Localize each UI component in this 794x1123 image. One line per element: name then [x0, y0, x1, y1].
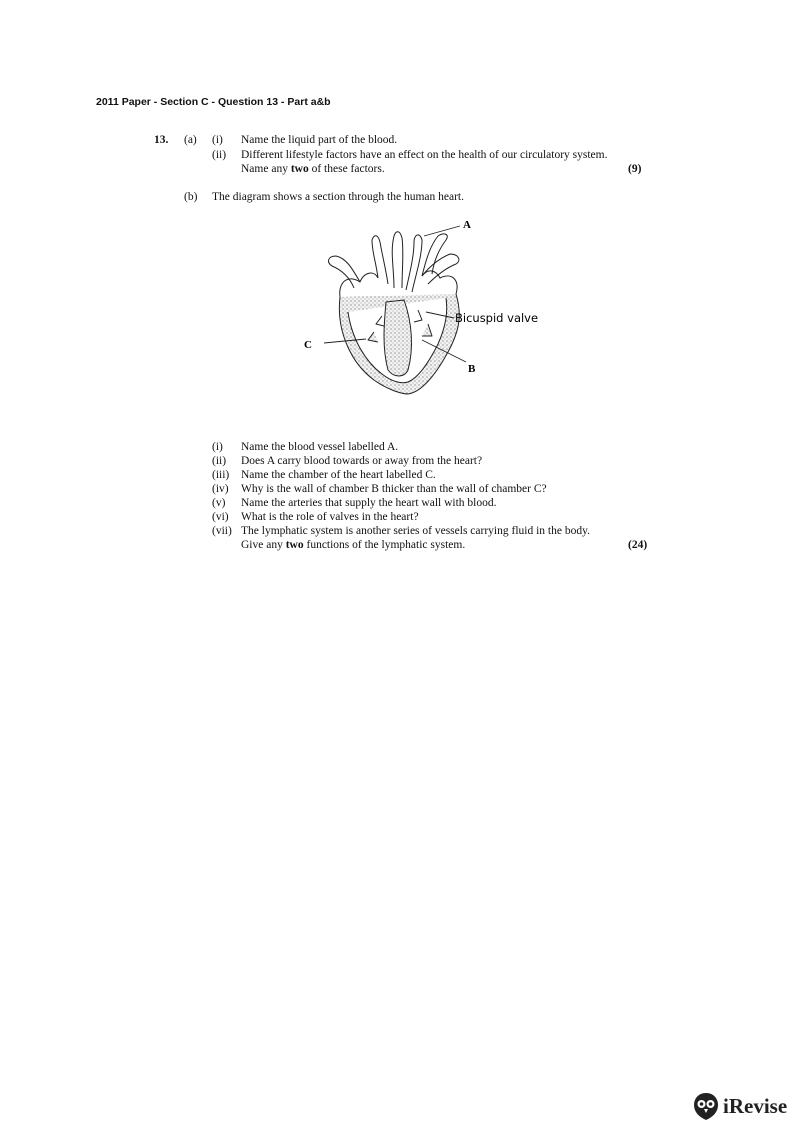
part-b-item-5-text: Name the arteries that supply the heart wall with blood. — [241, 497, 497, 509]
owl-icon — [693, 1091, 719, 1121]
irevise-logo — [693, 1091, 787, 1121]
part-b-item-7-text: The lymphatic system is another series of vessels carrying fluid in the body. — [241, 525, 590, 537]
page-header: 2011 Paper - Section C - Question 13 - Part a&b — [96, 96, 331, 108]
part-a-item-2-text: Different lifestyle factors have an effect on the health of our circulatory system. — [241, 149, 608, 161]
label-a: A — [463, 219, 471, 231]
part-b-marks: (24) — [628, 539, 648, 551]
part-a-item-2-number: (ii) — [212, 149, 227, 161]
part-a-marks: (9) — [628, 163, 642, 175]
part-a-item-1-number: (i) — [212, 134, 223, 146]
logo-text: iRevise — [723, 1093, 788, 1118]
part-b-item-3-text: Name the chamber of the heart labelled C. — [241, 469, 436, 481]
part-b-item-3-number: (iii) — [212, 469, 230, 481]
part-b-continuation: Give any two functions of the lymphatic system. — [241, 539, 466, 551]
part-a-label: (a) — [184, 134, 197, 146]
question-number: 13. — [154, 134, 169, 146]
part-b-item-1-number: (i) — [212, 441, 223, 453]
heart-diagram — [290, 212, 550, 412]
part-b-item-1-text: Name the blood vessel labelled A. — [241, 441, 399, 453]
part-b-item-2-number: (ii) — [212, 455, 227, 467]
part-b-item-6-text: What is the role of valves in the heart? — [241, 511, 419, 523]
part-b-item-4-number: (iv) — [212, 483, 229, 495]
part-a-item-1-text: Name the liquid part of the blood. — [241, 134, 398, 146]
label-b: B — [468, 363, 476, 375]
part-a-continuation: Name any two of these factors. — [241, 163, 385, 175]
part-b-item-4-text: Why is the wall of chamber B thicker than the wall of chamber C? — [241, 483, 547, 495]
part-b-item-7-number: (vii) — [212, 525, 232, 537]
part-b-intro: The diagram shows a section through the human heart. — [212, 191, 464, 203]
part-b-item-2-text: Does A carry blood towards or away from the heart? — [241, 455, 483, 467]
part-b-label: (b) — [184, 191, 198, 203]
part-b-item-5-number: (v) — [212, 497, 226, 509]
part-b-item-6-number: (vi) — [212, 511, 229, 523]
bicuspid-valve-label: Bicuspid valve — [455, 311, 539, 325]
label-c: C — [304, 339, 312, 351]
